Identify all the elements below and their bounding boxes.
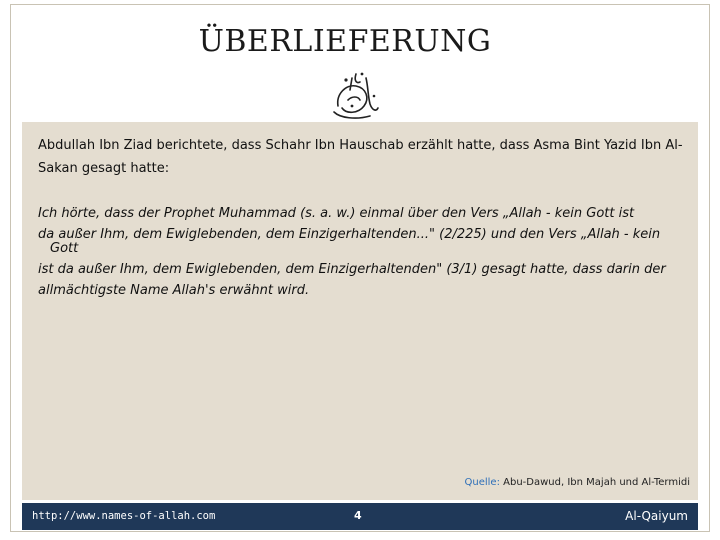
intro-line: Abdullah Ibn Ziad berichtete, dass Schahr Ibn Hauschab erzählt hatte, dass Asma Bint Yazid Ibn Al- — [38, 138, 683, 153]
calligraphy-icon — [326, 66, 384, 124]
intro-line: Sakan gesagt hatte: — [38, 161, 170, 176]
hadith-quote — [38, 203, 688, 301]
footer-bar — [22, 503, 698, 530]
quote-line: Ich hörte, dass der Prophet Muhammad (s. a. w.) einmal über den Vers „Allah - kein Gott ist — [38, 206, 635, 221]
quote-line: allmächtigste Name Allah's erwähnt wird. — [38, 283, 310, 298]
source-citation — [465, 477, 690, 488]
source-label: Quelle: — [464, 477, 500, 488]
quote-line: ist da außer Ihm, dem Ewiglebenden, dem Einzigerhaltenden" (3/1) gesagt hatte, dass darin der — [38, 262, 666, 277]
page-number: 4 — [354, 509, 362, 522]
footer-url-link[interactable]: http://www.names-of-allah.com — [32, 510, 216, 522]
quote-line: Gott — [50, 241, 79, 256]
quote-line: da außer Ihm, dem Ewiglebenden, dem Einzigerhaltenden..." (2/225) und den Vers „Allah - kein — [38, 227, 661, 242]
footer-name: Al-Qaiyum — [625, 509, 688, 523]
page-title: ÜBERLIEFERUNG — [198, 24, 492, 59]
intro-text — [38, 134, 688, 180]
source-text: Abu-Dawud, Ibn Majah und Al-Termidi — [503, 477, 690, 488]
